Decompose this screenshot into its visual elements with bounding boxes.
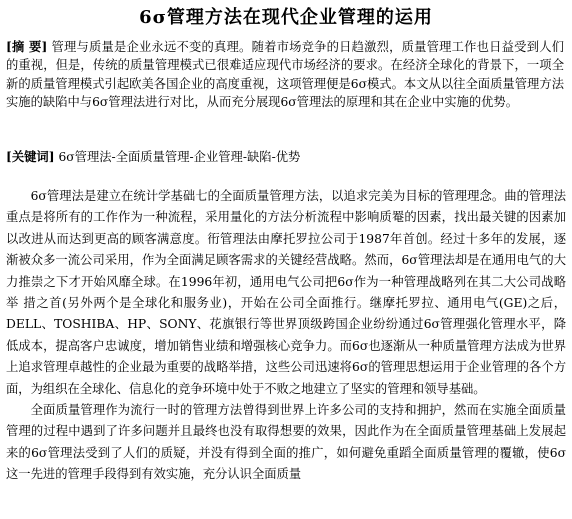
- keywords-label: [关键词]: [6, 149, 55, 164]
- body-paragraph-1: 6σ管理法是建立在统计学基础七的全面质量管理方法，以追求完美为目标的管理理念。曲的管理法重点是将所有的工作作为一种流程，采用量化的方法分析流程中影响质罨的因素，找出最关键的因素加以改进从而达到更高的顾客满意度。衎管理法由摩托罗拉公司于1987年首创。经过十多年的发展，逐渐被众多一流公司采用，作为全面满足顾客需求的关键经营战略。然而，6σ管理法却是在通用电气的大力推崇之下才开始风靡全球。在1996年初，通用电气公司把6σ作为一种管理战略列在其二大公司战略举 措之首(另外两个是全球化和服务业)，开始在公司全面推行。继摩托罗拉、通用电气(GE)之后，DELL、TOSHIBA、HP、SONY、花旗银行等世界顶级跨国企业纷纷通过6σ管理强化管理水平，降低成本，提高客户忠诚度，增加销售业绩和增强核心竞争力。而6σ也逐渐从一种质量管理方法成为世界上追求管理卓越性的企业最为重要的战略举措，这些公司迅速将6σ的管理思想运用于企业管理的各个方面，为组织在全球化、信息化的竞争环境中处于不败之地建立了坚实的管理和领导基础。: [6, 189, 566, 396]
- body-text: [6, 186, 566, 486]
- keywords-section: [6, 148, 564, 166]
- abstract-text: 管理与质量是企业永远不变的真理。随着市场竞争的日趋激烈，质量管理工作也日益受到人们的重视，但是，传统的质量管理模式已很难适应现代市场经济的要求。在经济全球化的背景下，一项全新的质量管理模式引起欧美各国企业的高度重视，这项管理便是6σ模式。本文从以往全面质量管理方法实施的缺陷中与6σ管理法进行对比，从而充分展现6σ管理法的原理和其在企业中实施的优势。: [6, 40, 564, 109]
- body-paragraph-2: 全面质量管理作为流行一时的管理方法曾得到世界上许多公司的支持和拥护，然而在实施全面质量管理的过程中遇到了许多问题并且最终也没有取得想要的效果，因此作为在全面质量管理基础上发展起来的6σ管理法受到了人们的质疑，并没有得到全面的推广，如何避免重蹈全面质量管理的覆辙，使6σ这一先进的管理手段得到有效实施，充分认识全面质量: [6, 403, 566, 482]
- document-title: 6σ管理方法在现代企业管理的运用: [139, 7, 433, 28]
- abstract-label: [摘 要]: [6, 39, 48, 54]
- keywords-text: 6σ管理法-全面质量管理-企业管理-缺陷-优势: [54, 150, 301, 164]
- abstract-section: [6, 38, 564, 111]
